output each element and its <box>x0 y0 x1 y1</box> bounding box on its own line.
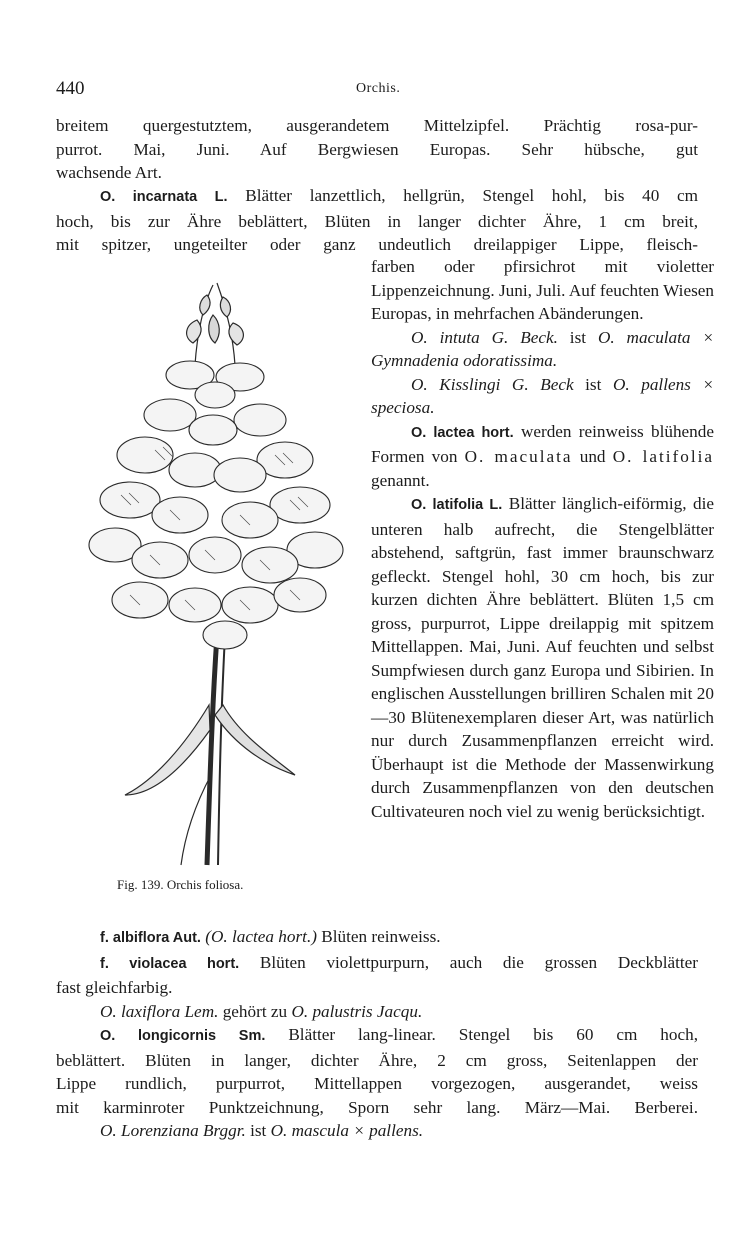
lower-text <box>56 925 698 1143</box>
species-name: O. Kisslingi G. Beck <box>411 374 574 394</box>
species-name: O. pallens × speciosa. <box>371 374 715 417</box>
synonym: (O. lactea hort.) <box>205 927 317 946</box>
species-name: O. latifolia L. <box>411 497 503 513</box>
incarnata-text: hoch, bis zur Ähre beblättert, Blüten in langer dichter Ähre, 1 cm breit, <box>56 211 698 231</box>
entry-text: ist <box>585 374 602 394</box>
entry-text: Lippe rundlich, purpurrot, Mittellappen vorgezogen, ausgerandet, weiss <box>56 1074 698 1093</box>
orchid-illustration-svg <box>85 275 350 875</box>
running-title: Orchis. <box>356 81 401 96</box>
entry-text: fast gleichfarbig. <box>56 978 173 997</box>
intro-paragraph <box>56 114 698 185</box>
species-name: O. Lorenziana Brggr. <box>100 1121 246 1140</box>
species-name: O. incarnata L. <box>100 189 228 205</box>
entry-text: genannt. <box>371 470 430 490</box>
intuta-entry <box>371 326 714 373</box>
lactea-entry <box>371 420 714 493</box>
lorenziana-entry <box>56 1119 698 1143</box>
species-name: O. mascula × pallens. <box>270 1121 424 1140</box>
species-name: O. lactea hort. <box>411 424 514 441</box>
species-name: O. latifolia <box>612 447 715 466</box>
entry-text: ist <box>250 1121 267 1140</box>
species-name: O. intuta G. Beck. <box>411 327 558 347</box>
entry-text: und <box>579 447 606 466</box>
kisslingi-entry <box>371 373 714 420</box>
latifolia-entry <box>371 492 714 823</box>
page-number: 440 <box>56 78 85 99</box>
species-name: f. violacea hort. <box>100 955 240 972</box>
incarnata-text: Blätter lanzettlich, hellgrün, Stengel hohl, bis 40 cm <box>245 186 698 205</box>
intro-line: purrot. Mai, Juni. Auf Bergwiesen Europas. Sehr hübsche, gut <box>56 139 698 159</box>
entry-text: Blüten violettpurpurn, auch die grossen Deckblätter <box>259 952 699 972</box>
page-header <box>56 78 696 100</box>
entry-text: ist <box>569 327 587 347</box>
violacea-entry <box>56 951 698 977</box>
entry-text: werden reinweiss blühende Formen von <box>371 421 714 466</box>
laxiflora-entry <box>56 1000 698 1024</box>
intro-line: breitem quergestutztem, ausgerandetem Mittelzipfel. Prächtig rosa-pur- <box>56 116 698 135</box>
intro-line: wachsende Art. <box>56 163 162 182</box>
species-name: f. albiflora Aut. <box>100 930 201 946</box>
species-name: O. maculata <box>464 447 573 466</box>
entry-text: mit karminroter Punktzeichnung, Sporn sehr lang. März—Mai. Berberei. <box>56 1097 698 1117</box>
longicornis-entry <box>56 1023 698 1049</box>
entry-text: beblättert. Blüten in langer, dichter Ähre, 2 cm gross, Seitenlappen der <box>56 1050 698 1070</box>
entry-text: Blüten reinweiss. <box>321 927 441 946</box>
orchid-illustration <box>85 275 350 875</box>
entry-text: Blätter lang-linear. Stengel bis 60 cm hoch, <box>288 1025 699 1044</box>
incarnata-text: mit spitzer, ungeteilter oder ganz undeutlich dreilappiger Lippe, fleisch- <box>56 235 698 254</box>
incarnata-text: farben oder pfirsichrot mit violetter Lippenzeichnung. Juni, Juli. Auf feuchten Wiesen Europas, in mehrfachen Abänderungen. <box>371 257 714 323</box>
species-name: O. palustris Jacqu. <box>291 1001 423 1021</box>
entry-text: Blätter länglich-eiförmig, die unteren halb aufrecht, die Stengelblätter abstehend, saftgrün, fast immer braunschwarz gefleckt. Stengel hohl, 30 cm hoch, bis zur kurzen dichten Ähre beblättert. Blüten 1,5 cm gross, purpurrot, Lippe dreilappig mit spitzem Mittellappen. Mai, Juni. Auf feuchten und selbst Sumpfwiesen durch ganz Europa und Sibirien. In englischen Ausstellungen brilliren Schalen mit 20—30 Blütenexemplaren dieser Art, was natürlich nur durch Zusammenpflanzen erreicht wird. Überhaupt ist die Methode der Massenwirkung durch Zusammenpflanzen von den deutschen Cultivateuren noch viel zu wenig berücksichtigt. <box>371 494 714 821</box>
figure-caption: Fig. 139. Orchis foliosa. <box>117 877 244 892</box>
entry-text: gehört zu <box>222 1001 288 1021</box>
species-name: O. laxiflora Lem. <box>100 1001 219 1021</box>
species-name: O. longicornis Sm. <box>100 1028 266 1044</box>
incarnata-paragraph <box>56 184 698 257</box>
species-name: O. maculata × Gymnadenia odoratissima. <box>371 327 715 370</box>
albiflora-entry <box>56 925 698 951</box>
right-column <box>371 255 714 823</box>
